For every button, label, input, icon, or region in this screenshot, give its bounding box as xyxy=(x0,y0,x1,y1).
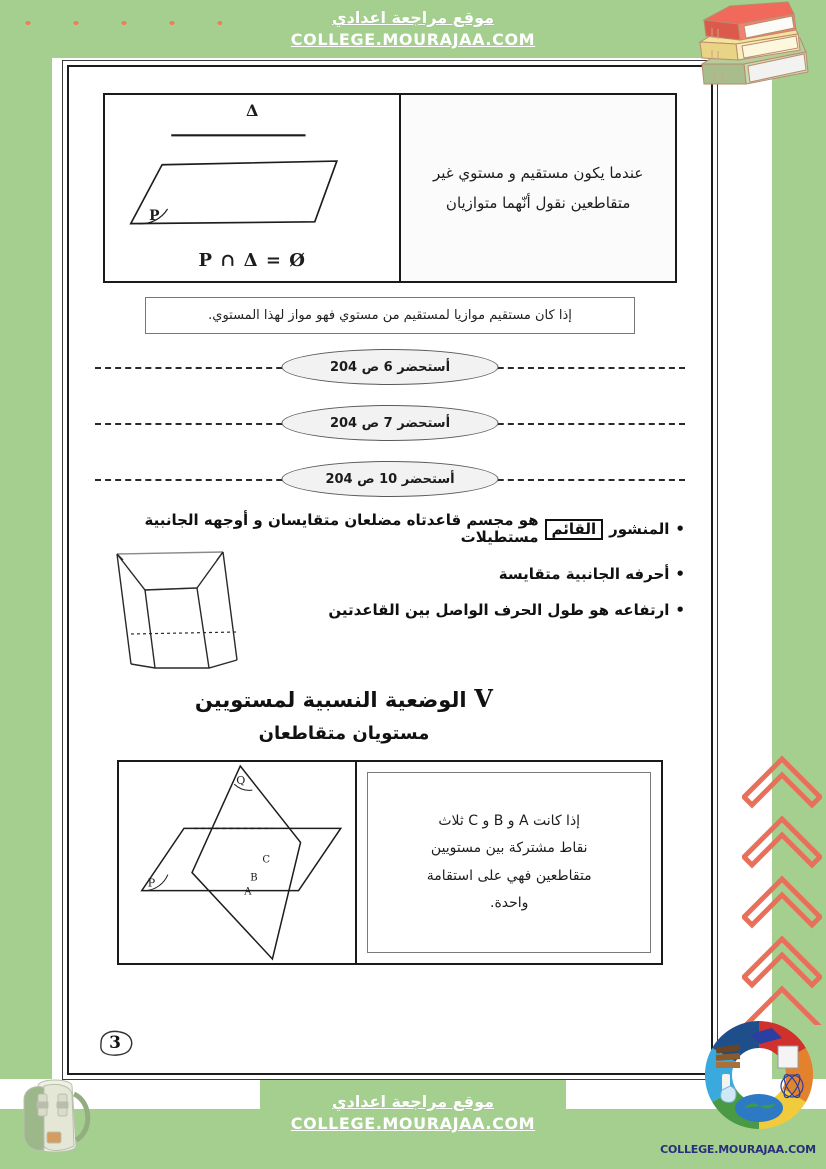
intersect-text-line-2: نقاط مشتركة بين مستويين xyxy=(430,840,588,857)
exercise-oval-2[interactable]: أستحضر 7 ص 204 xyxy=(282,405,499,441)
footer-arabic-title: موقع مراجعة اعدادي xyxy=(331,1092,495,1111)
plane-p-label: P xyxy=(147,876,156,890)
point-c-label: C xyxy=(262,854,271,866)
definition-box xyxy=(103,93,677,283)
definition-text: عندما يكون مستقيم و مستوي غير متقاطعين نقول أنّهما متوازيان xyxy=(401,95,675,281)
logo-caption: COLLEGE.MOURAJAA.COM xyxy=(660,1143,816,1156)
page-number xyxy=(93,1027,137,1059)
point-b-label: B xyxy=(250,872,258,884)
section-v-title-line xyxy=(89,684,599,713)
backpack-icon xyxy=(14,1076,120,1164)
intersecting-planes-text-panel xyxy=(357,762,661,963)
exercise-oval-1[interactable]: أستحضر 6 ص 204 xyxy=(282,349,499,385)
intersect-text-line-1: إذا كانت A و B و C ثلاث xyxy=(438,812,581,829)
exercise-row xyxy=(95,456,685,502)
left-green-band xyxy=(0,0,52,1169)
header-arabic-title: موقع مراجعة اعدادي xyxy=(331,8,495,27)
plane-q-label: Q xyxy=(236,774,246,788)
prism-figure xyxy=(105,540,255,674)
intersect-text-line-3: متقاطعين فهي على استقامة xyxy=(426,867,592,884)
worksheet-page xyxy=(62,60,718,1080)
exercise-row xyxy=(95,400,685,446)
section-v-numeral: V xyxy=(474,684,494,713)
plane-line-figure xyxy=(105,95,401,281)
header-site-url: COLLEGE.MOURAJAA.COM xyxy=(290,29,536,49)
education-wheel-logo xyxy=(700,1016,818,1138)
bullet-marker: • xyxy=(675,564,685,583)
worksheet-content xyxy=(69,67,711,1073)
exercise-row xyxy=(95,344,685,390)
intersecting-planes-text xyxy=(367,772,651,953)
prism-bullet-1-boxed-word: القائم xyxy=(545,519,604,540)
prism-bullet-1-pre: المنشور xyxy=(609,519,670,538)
prism-bullet-1-post: هو مجسم قاعدتاه مضلعان متقايسان و أوجهه الجانبية مستطيلات xyxy=(144,511,539,547)
plane-p-label: P xyxy=(149,207,160,224)
page-number-text: 3 xyxy=(109,1033,121,1053)
exercise-oval-3[interactable]: أستحضر 10 ص 204 xyxy=(282,461,499,497)
bullet-marker: • xyxy=(675,600,685,619)
intersection-formula: P ∩ Δ = Ø xyxy=(198,250,306,271)
property-box: إذا كان مستقيم موازيا لمستقيم من مستوي فهو مواز لهذا المستوي. xyxy=(145,297,635,334)
section-v-title: الوضعية النسبية لمستويين xyxy=(194,688,467,712)
books-stack-icon xyxy=(688,0,818,98)
section-v-subtitle: مستويان متقاطعان xyxy=(258,723,430,744)
intersect-text-line-4: واحدة. xyxy=(490,894,529,911)
delta-line-label: Δ xyxy=(245,101,259,120)
prism-bullet-3-text: ارتفاعه هو طول الحرف الواصل بين القاعدتين xyxy=(328,600,670,619)
intersecting-planes-box xyxy=(117,760,663,965)
intersecting-planes-figure xyxy=(119,762,357,963)
decorative-chevron-icons xyxy=(742,735,822,1025)
worksheet-inner-border xyxy=(67,65,713,1075)
prism-bullet-2-text: أحرفه الجانبية متقايسة xyxy=(498,564,670,583)
section-v-heading xyxy=(89,684,691,744)
prism-section xyxy=(89,512,691,680)
footer-site-url: COLLEGE.MOURAJAA.COM xyxy=(290,1113,536,1133)
bullet-marker: • xyxy=(675,519,685,538)
point-a-label: A xyxy=(244,886,252,898)
